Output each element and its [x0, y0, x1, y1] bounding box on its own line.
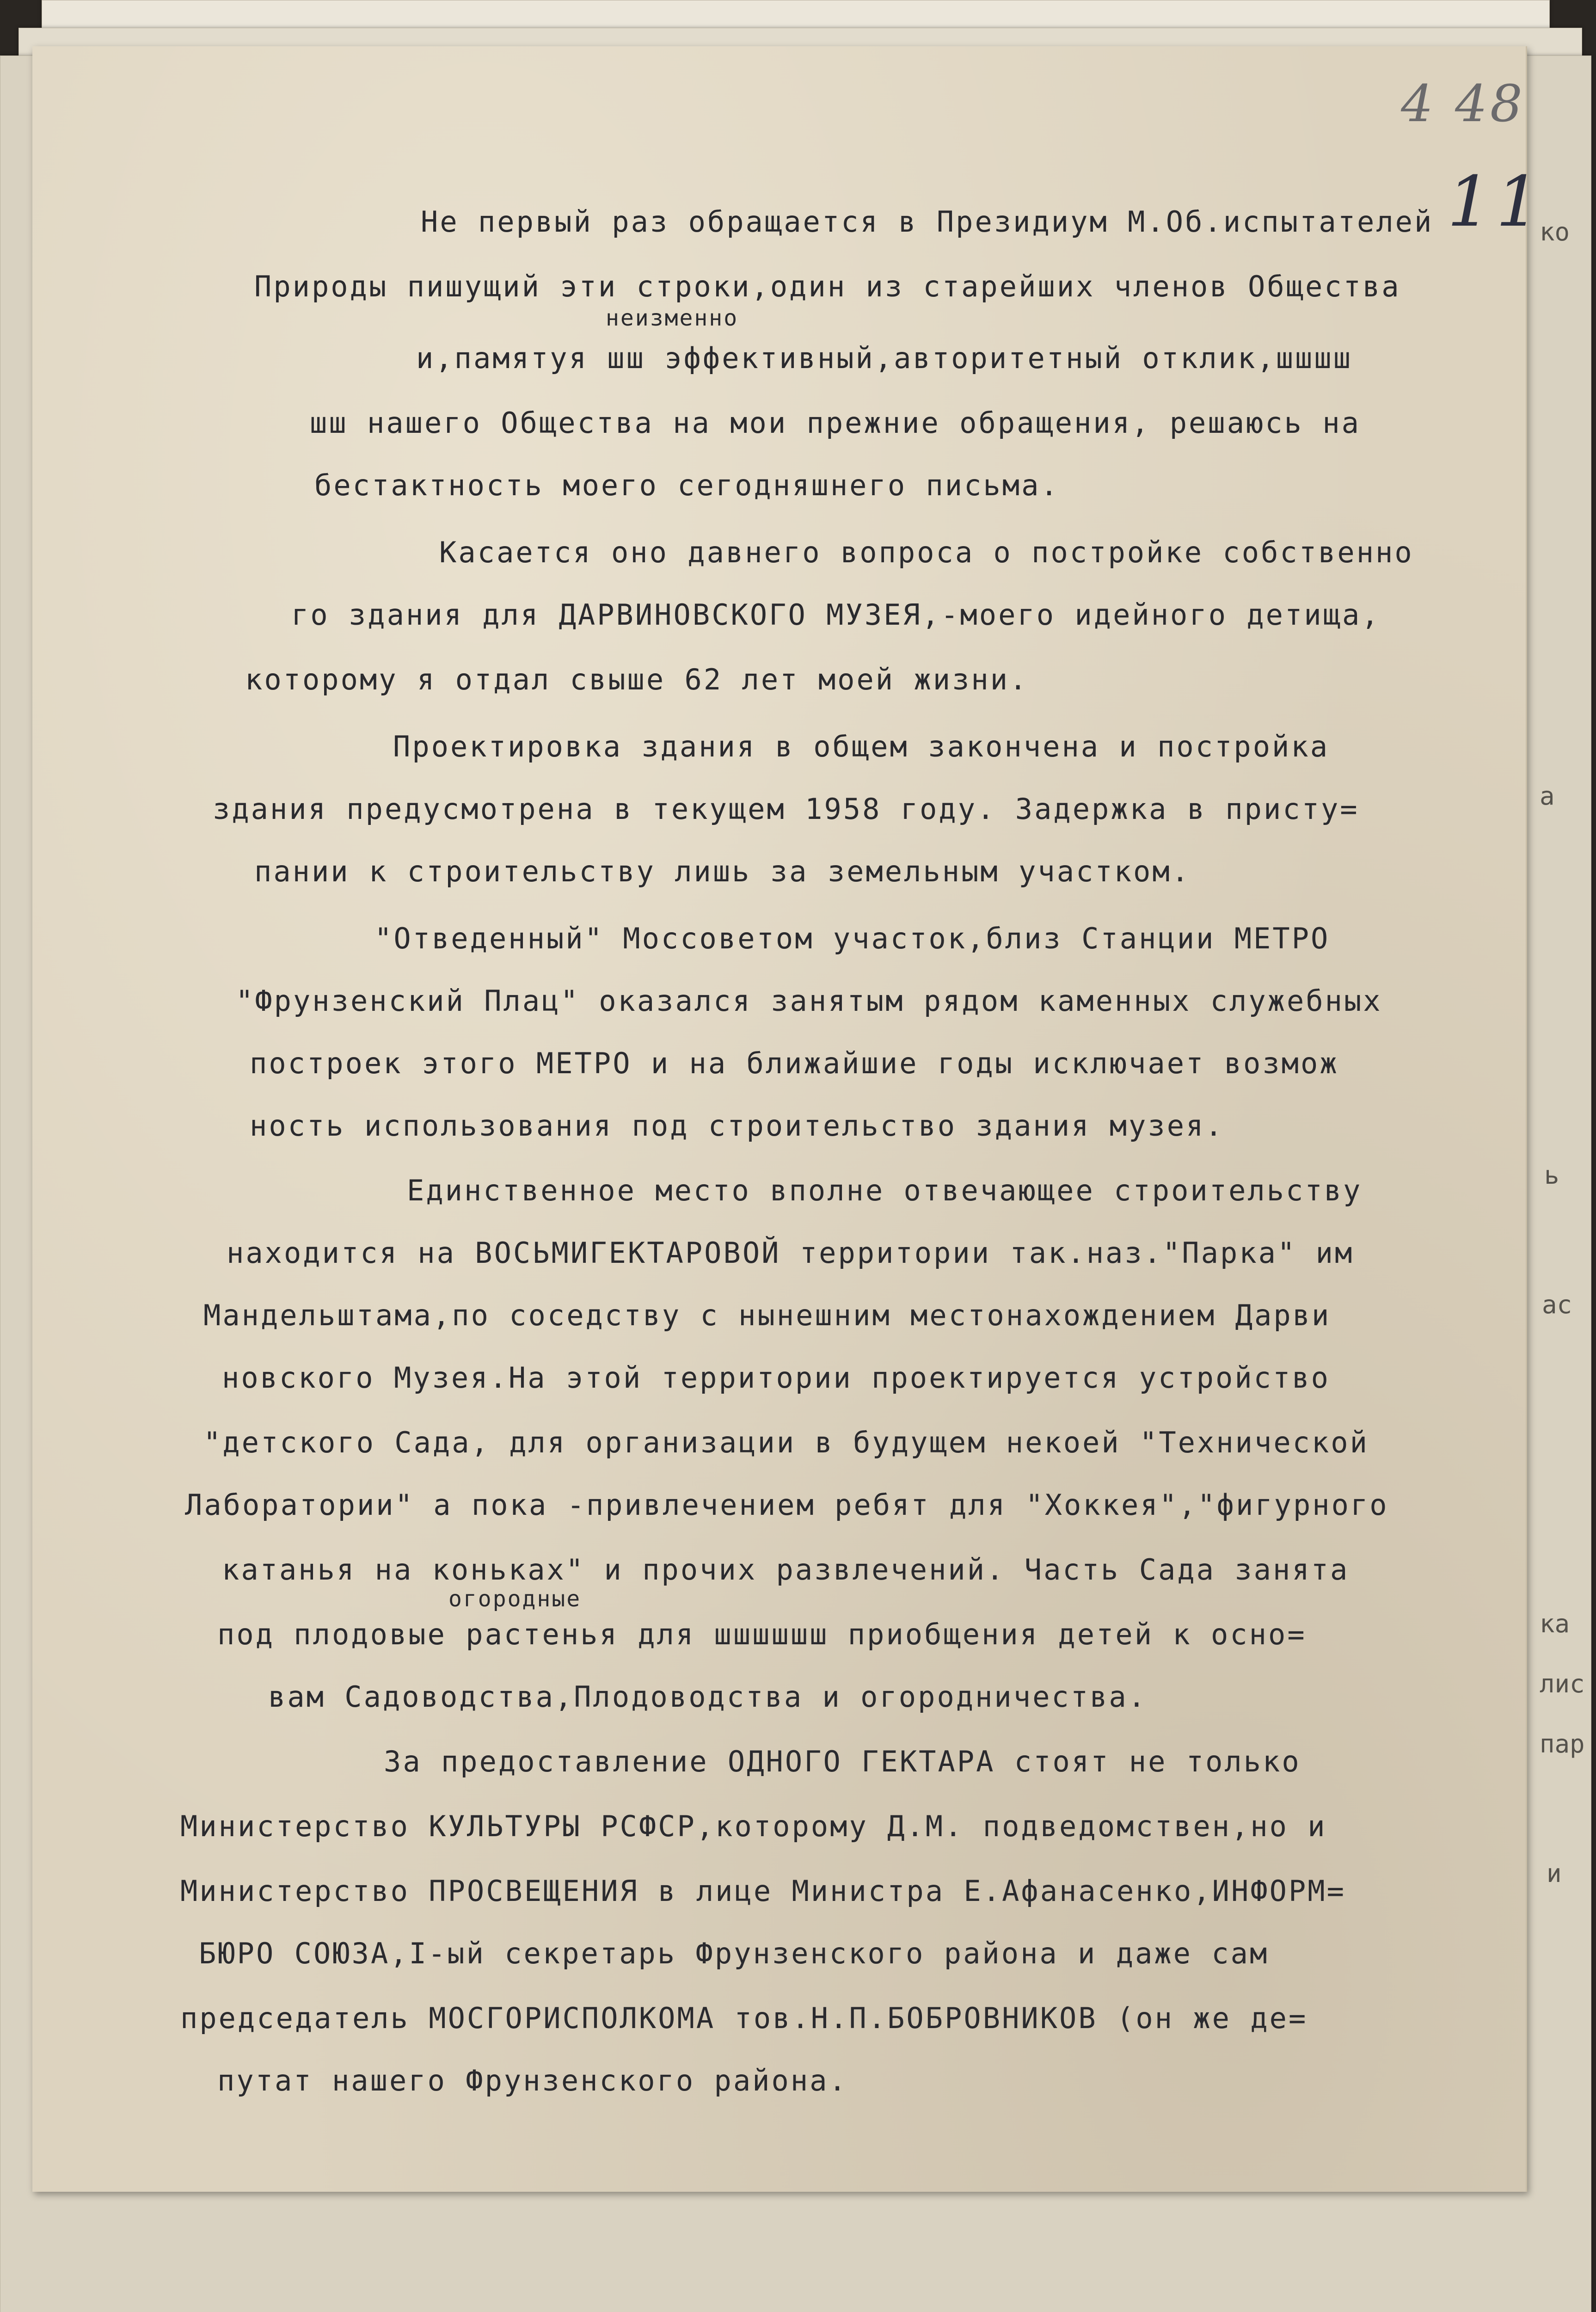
text-line: Проектировка здания в общем закончена и постройка: [393, 730, 1330, 763]
text-line: Единственное место вполне отвечающее строительству: [407, 1174, 1363, 1207]
text-line: находится на ВОСЬМИГЕКТАРОВОЙ территории так.наз."Парка" им: [227, 1236, 1354, 1270]
text-line: председатель МОСГОРИСПОЛКОМА тов.Н.П.БОБРОВНИКОВ (он же де=: [180, 2001, 1308, 2035]
text-line: которому я отдал свыше 62 лет моей жизни.: [245, 663, 1029, 696]
text-line: катанья на коньках" и прочих развлечений. Часть Сада занята: [222, 1553, 1350, 1586]
text-line: "детского Сада, для организации в будущем некоей "Технической: [203, 1426, 1369, 1459]
edge-fragment: ь: [1544, 1161, 1559, 1190]
text-line: ность использования под строительство здания музея.: [250, 1109, 1224, 1143]
edge-fragment: а: [1540, 781, 1555, 811]
text-line: и,памятуя шш эффективный,авторитетный отклик,шшшш: [416, 341, 1353, 375]
text-line: Министерство КУЛЬТУРЫ РСФСР,которому Д.М. подведомствен,но и: [180, 1809, 1327, 1843]
document-page: [32, 46, 1545, 2192]
text-line: бестактность моего сегодняшнего письма.: [314, 468, 1060, 502]
edge-fragment: пар: [1540, 1729, 1585, 1759]
text-line: Мандельштама,по соседству с нынешним местонахождением Дарви: [203, 1298, 1331, 1332]
edge-fragment: ко: [1540, 217, 1570, 246]
text-line: построек этого МЕТРО и на ближайшие годы исключает возмож: [250, 1046, 1339, 1080]
text-line: За предоставление ОДНОГО ГЕКТАРА стоят не только: [384, 1745, 1301, 1778]
text-line: "Фрунзенский Плац" оказался занятым рядом каменных служебных: [236, 984, 1382, 1018]
text-line: Министерство ПРОСВЕЩЕНИЯ в лице Министра Е.Афанасенко,ИНФОРМ=: [180, 1874, 1346, 1908]
letter-body: [32, 46, 1526, 2192]
text-line: Касается оно давнего вопроса о постройке собственно: [439, 535, 1414, 569]
text-line: го здания для ДАРВИНОВСКОГО МУЗЕЯ,-моего идейного детища,: [291, 598, 1381, 632]
edge-fragment: ас: [1542, 1290, 1572, 1319]
text-line: Природы пишущий эти строки,один из старейших членов Общества: [254, 270, 1401, 303]
text-line: путат нашего Фрунзенского района.: [217, 2064, 848, 2097]
handwritten-insert: неизменно: [606, 305, 739, 331]
page-folio-number: 11: [1447, 162, 1545, 242]
edge-fragment: лис: [1540, 1669, 1585, 1698]
text-line: новского Музея.На этой территории проектируется устройство: [222, 1361, 1330, 1395]
edge-fragment: ка: [1540, 1609, 1570, 1638]
text-line: Не первый раз обращается в Президиум М.Об.испытателей: [421, 205, 1434, 239]
text-line: под плодовые растенья для шшшшшш приобщения детей к осно=: [217, 1617, 1307, 1651]
handwritten-insert: огородные: [448, 1586, 582, 1612]
text-line: здания предусмотрена в текущем 1958 году. Задержка в присту=: [213, 792, 1359, 826]
text-line: "Отведенный" Мосcоветом участок,близ Станции МЕТРО: [374, 922, 1330, 955]
edge-fragment: и: [1547, 1859, 1562, 1888]
text-line: пании к строительству лишь за земельным участком.: [254, 855, 1191, 888]
text-line: БЮРО СОЮЗА,I-ый секретарь Фрунзенского района и даже сам: [199, 1937, 1269, 1970]
text-line: Лаборатории" а пока -привлечением ребят для "Хоккея","фигурного: [185, 1488, 1389, 1522]
text-line: вам Садоводства,Плодоводства и огородничества.: [268, 1680, 1148, 1714]
text-line: шш нашего Общества на мои прежние обращения, решаюсь на: [310, 406, 1361, 440]
archive-folio-top: 4 48: [1401, 74, 1525, 133]
